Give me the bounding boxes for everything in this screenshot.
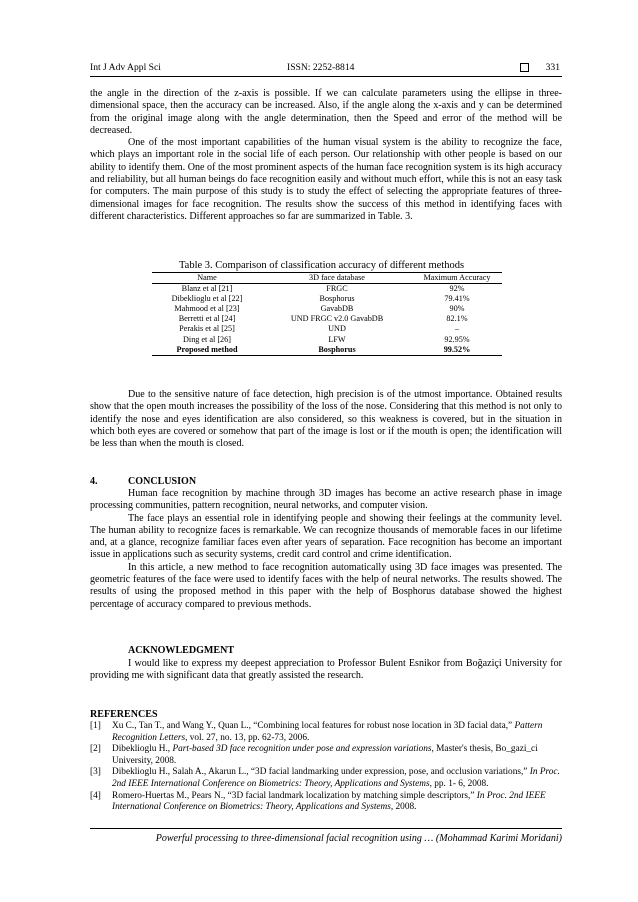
table-cell: GavabDB [320, 304, 354, 314]
paragraph: In this article, a new method to face recognition automatically using 3D face images was presented. The geometric features of the face were used to identify faces with the help of neural networks. The results showed. The results of using the proposed method in this paper with the help of Bosphorus database showed the highest percentage of accuracy compared to previous methods. [90, 561, 562, 610]
body-text-middle [90, 389, 562, 450]
references-list [90, 721, 562, 814]
reference-number: [4] [90, 790, 101, 801]
running-footer: Powerful processing to three-dimensional facial recognition using … (Mohammad Karimi Moridani) [155, 833, 562, 844]
conclusion-text [90, 488, 562, 611]
table-cell: 90% [449, 304, 465, 314]
section-number: 4. [90, 476, 98, 487]
paragraph: Due to the sensitive nature of face detection, high precision is of the utmost importance. Obtained results show that the open mouth increases the possibility of the loss of the nose. Considering that this method is not only to identify the nose and eyes identification are also considered, so this weakness is covered, but in the situation in which both eyes are covered or somehow that part of the image is lost or if the mouth is open; the identification will be less than when the mouth is closed. [90, 389, 562, 450]
reference-source: In Proc. 2nd IEEE International Conference on Biometrics: Theory, Applications and Systems [112, 790, 546, 813]
table-cell: 79.41% [444, 294, 470, 304]
running-header [90, 62, 562, 77]
reference-details: , 2008. [390, 802, 417, 813]
table-cell: 92% [449, 284, 465, 294]
acknowledgment-heading: ACKNOWLEDGMENT [128, 645, 235, 656]
references-heading: REFERENCES [90, 709, 158, 720]
reference-item [90, 767, 562, 790]
reference-text: Romero-Huertas M., Pears N., “3D facial landmark localization by matching simple descriptors,” [112, 790, 477, 801]
journal-name: Int J Adv Appl Sci [90, 62, 161, 73]
column-header: 3D face database [309, 273, 365, 282]
reference-text: Dibeklioglu H., [112, 744, 173, 755]
table-cell: Dibeklioglu et al [22] [171, 294, 243, 304]
reference-details: , pp. 1- 6, 2008. [429, 778, 489, 789]
page-number: 331 [545, 62, 560, 73]
paragraph: The face plays an essential role in identifying people and showing their feelings at the community level. The human ability to recognize faces is remarkable. We can recognize thousands of memorable faces in our lifetime and, at a glance, recognize familiar faces even after years of separation. Face recognition has become an important issue in applications such as security systems, credit card control and crime identification. [90, 512, 562, 561]
table-cell: Mahmood et al [23] [174, 304, 240, 314]
table-cell: Blanz et al [21] [181, 284, 233, 294]
table-cell: – [454, 324, 460, 334]
table-row [152, 345, 502, 356]
table-row [152, 335, 502, 345]
table-cell: Berretti et al [24] [178, 314, 236, 324]
checkbox-square-icon [520, 63, 529, 72]
table-3 [152, 259, 502, 356]
reference-item [90, 791, 562, 814]
table-cell: 92.95% [444, 334, 470, 344]
reference-details: , Master's thesis, Bo_gazi_ci University, 2008. [112, 744, 538, 766]
table-cell: 99.52% [443, 344, 471, 354]
table-cell: 82.1% [446, 314, 468, 324]
reference-item [90, 744, 562, 767]
paragraph: One of the most important capabilities of the human visual system is the ability to recognize the face, which plays an important role in the social life of each person. Our relationship with other people is based on our ability to identify them. One of the most prominent aspects of the human face recognition system is its high accuracy and reliability, but all human beings do face recognition easily and without much effort, while this is not an easy task for computers. The main purpose of this study is to study the effect of selecting the appropriate features of three-dimensional images for face recognition. The results show the success of this method in identifying faces with different characteristics. Different approaches so far are summarized in Table. 3. [90, 137, 562, 222]
table-cell: FRGC [326, 284, 348, 294]
reference-details: , vol. 27, no. 13, pp. 62-73, 2006. [185, 732, 310, 743]
table-row [152, 304, 502, 314]
issn: ISSN: 2252-8814 [287, 62, 355, 73]
table-cell: UND [328, 324, 346, 334]
table-row [152, 284, 502, 295]
section-heading [90, 476, 196, 487]
reference-number: [2] [90, 744, 101, 755]
table-row [152, 324, 502, 334]
table-row [152, 314, 502, 324]
table-cell: LFW [328, 334, 346, 344]
comparison-table [152, 272, 502, 356]
paragraph: the angle in the direction of the z-axis is possible. If we can calculate parameters using the ellipse in three-dimensional space, then the accuracy can be increased. Also, if the angle along the x-axis and y can be determined from the original image along with the angle determination, then the Speed and error of the method will be decreased. [90, 88, 562, 136]
table-row [152, 294, 502, 304]
table-cell: Proposed method [176, 344, 238, 354]
footer-divider [90, 828, 562, 829]
reference-number: [1] [90, 721, 101, 731]
paragraph: Human face recognition by machine through 3D images has become an active research phase in image processing communities, pattern recognition, neural networks, and computer vision. [90, 488, 562, 512]
reference-source: Pattern Recognition Letters [112, 721, 543, 743]
reference-item [90, 721, 562, 744]
section-title: CONCLUSION [128, 476, 197, 487]
reference-source: Part-based 3D face recognition under pose and expression variations [172, 744, 432, 755]
paragraph: I would like to express my deepest appreciation to Professor Bulent Esnikor from Boğaziçi University for providing me with significant data that greatly assisted the research. [90, 658, 562, 682]
table-cell: UND FRGC v2.0 GavabDB [290, 314, 384, 324]
reference-source: In Proc. 2nd IEEE International Conference on Biometrics: Theory, Applications and Systems [112, 767, 560, 789]
table-cell: Bosphorus [318, 344, 356, 354]
table-header-row [152, 273, 502, 284]
column-header: Name [197, 273, 217, 282]
column-header: Maximum Accuracy [423, 273, 491, 282]
table-cell: Perakis et al [25] [179, 324, 235, 334]
table-cell: Ding et al [26] [183, 334, 231, 344]
reference-text: Dibeklioglu H., Salah A., Akarun L., “3D facial landmarking under expression, pose, and occlusion variations,” [112, 767, 530, 778]
acknowledgment-text [90, 658, 562, 683]
table-caption: Table 3. Comparison of classification accuracy of different methods [179, 260, 465, 271]
reference-text: Xu C., Tan T., and Wang Y., Quan L., “Combining local features for robust nose location in 3D facial data,” [112, 721, 515, 731]
reference-number: [3] [90, 767, 101, 778]
body-text-top [90, 88, 562, 223]
table-cell: Bosphorus [319, 294, 355, 304]
